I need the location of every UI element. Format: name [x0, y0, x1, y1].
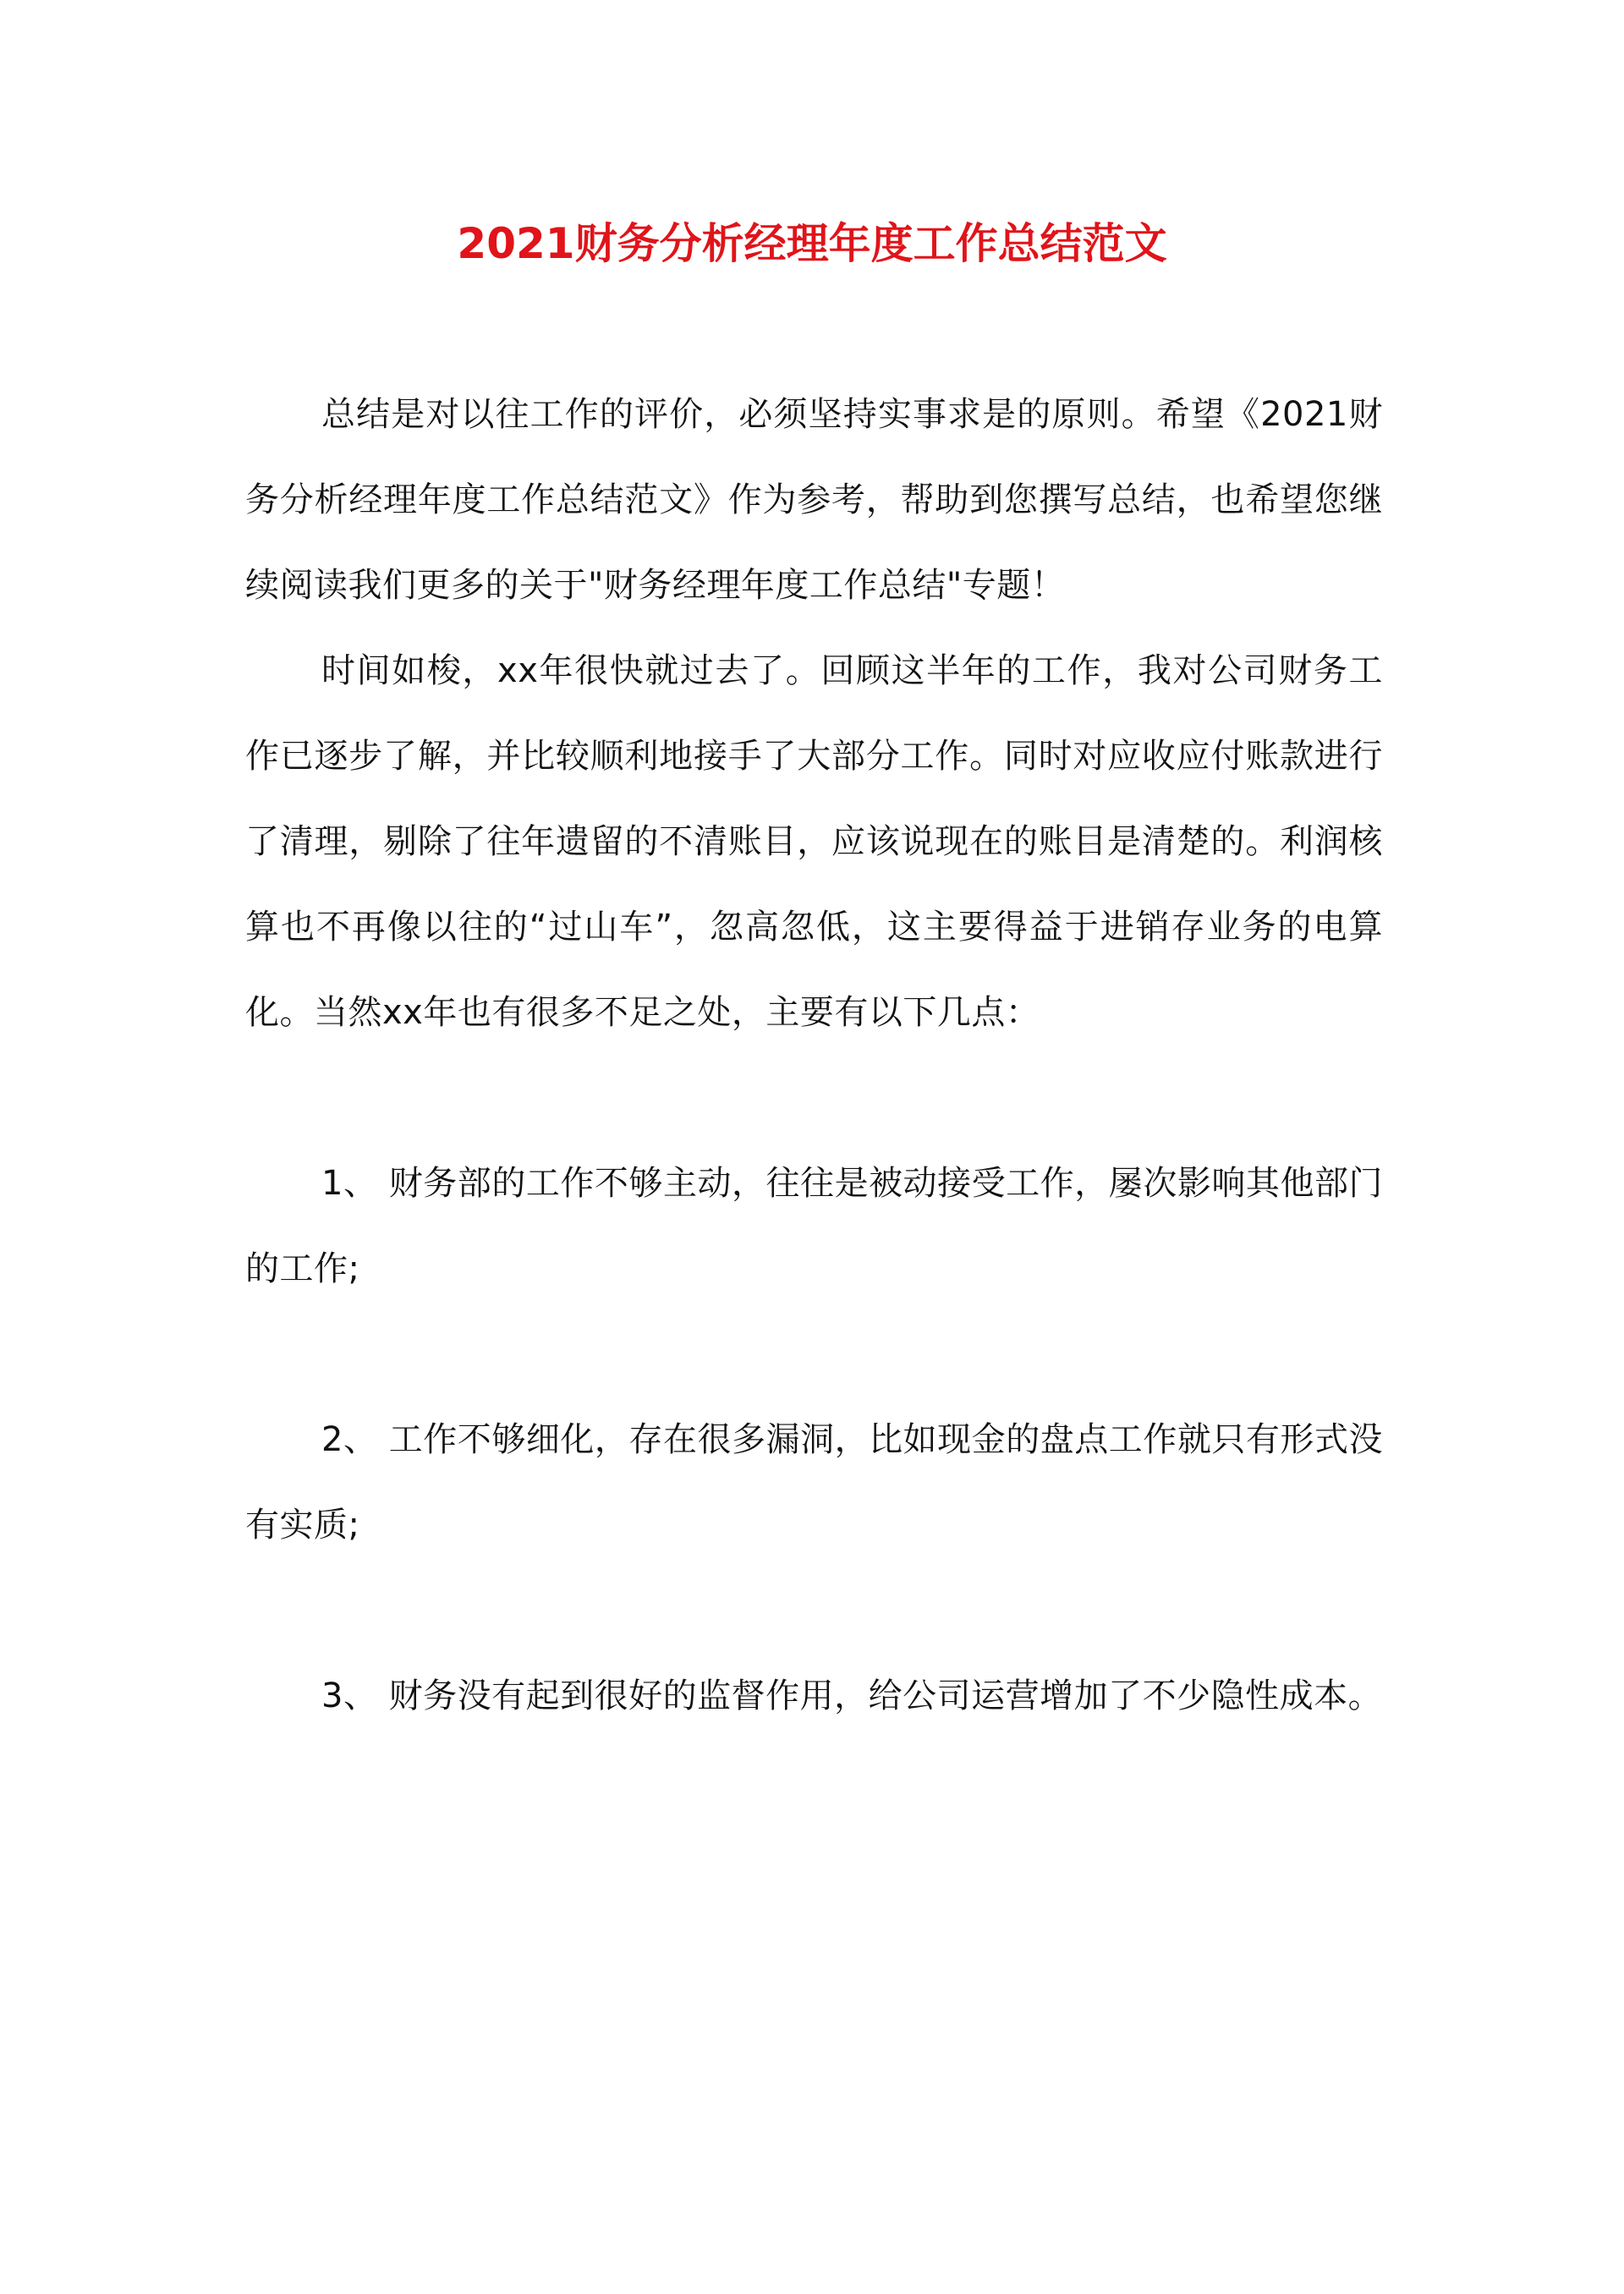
paragraph-spacer — [245, 1568, 1383, 1654]
paragraph-spacer — [245, 1056, 1383, 1141]
list-item-1: 1、 财务部的工作不够主动，往往是被动接受工作，屡次影响其他部门的工作; — [245, 1164, 1383, 1288]
list-item-3: 3、 财务没有起到很好的监督作用，给公司运营增加了不少隐性成本。 — [321, 1677, 1383, 1715]
intro-paragraph: 总结是对以往工作的评价，必须坚持实事求是的原则。希望《2021财务分析经理年度工作总结范文》作为参考，帮助到您撰写总结，也希望您继续阅读我们更多的关于"财务经理年度工作总结"专题！ — [245, 395, 1383, 605]
document-title: 2021财务分析经理年度工作总结范文 — [457, 219, 1167, 268]
review-paragraph: 时间如梭，xx年很快就过去了。回顾这半年的工作，我对公司财务工作已逐步了解，并比较顺利地接手了大部分工作。同时对应收应付账款进行了清理，剔除了往年遗留的不清账目，应该说现在的账目是清楚的。利润核算也不再像以往的“过山车”，忽高忽低，这主要得益于进销存业务的电算化。当然xx年也有很多不足之处，主要有以下几点： — [245, 651, 1383, 1032]
list-item-2: 2、 工作不够细化，存在很多漏洞，比如现金的盘点工作就只有形式没有实质; — [245, 1420, 1383, 1545]
paragraph-spacer — [245, 1312, 1383, 1397]
document-body — [245, 372, 1383, 1739]
